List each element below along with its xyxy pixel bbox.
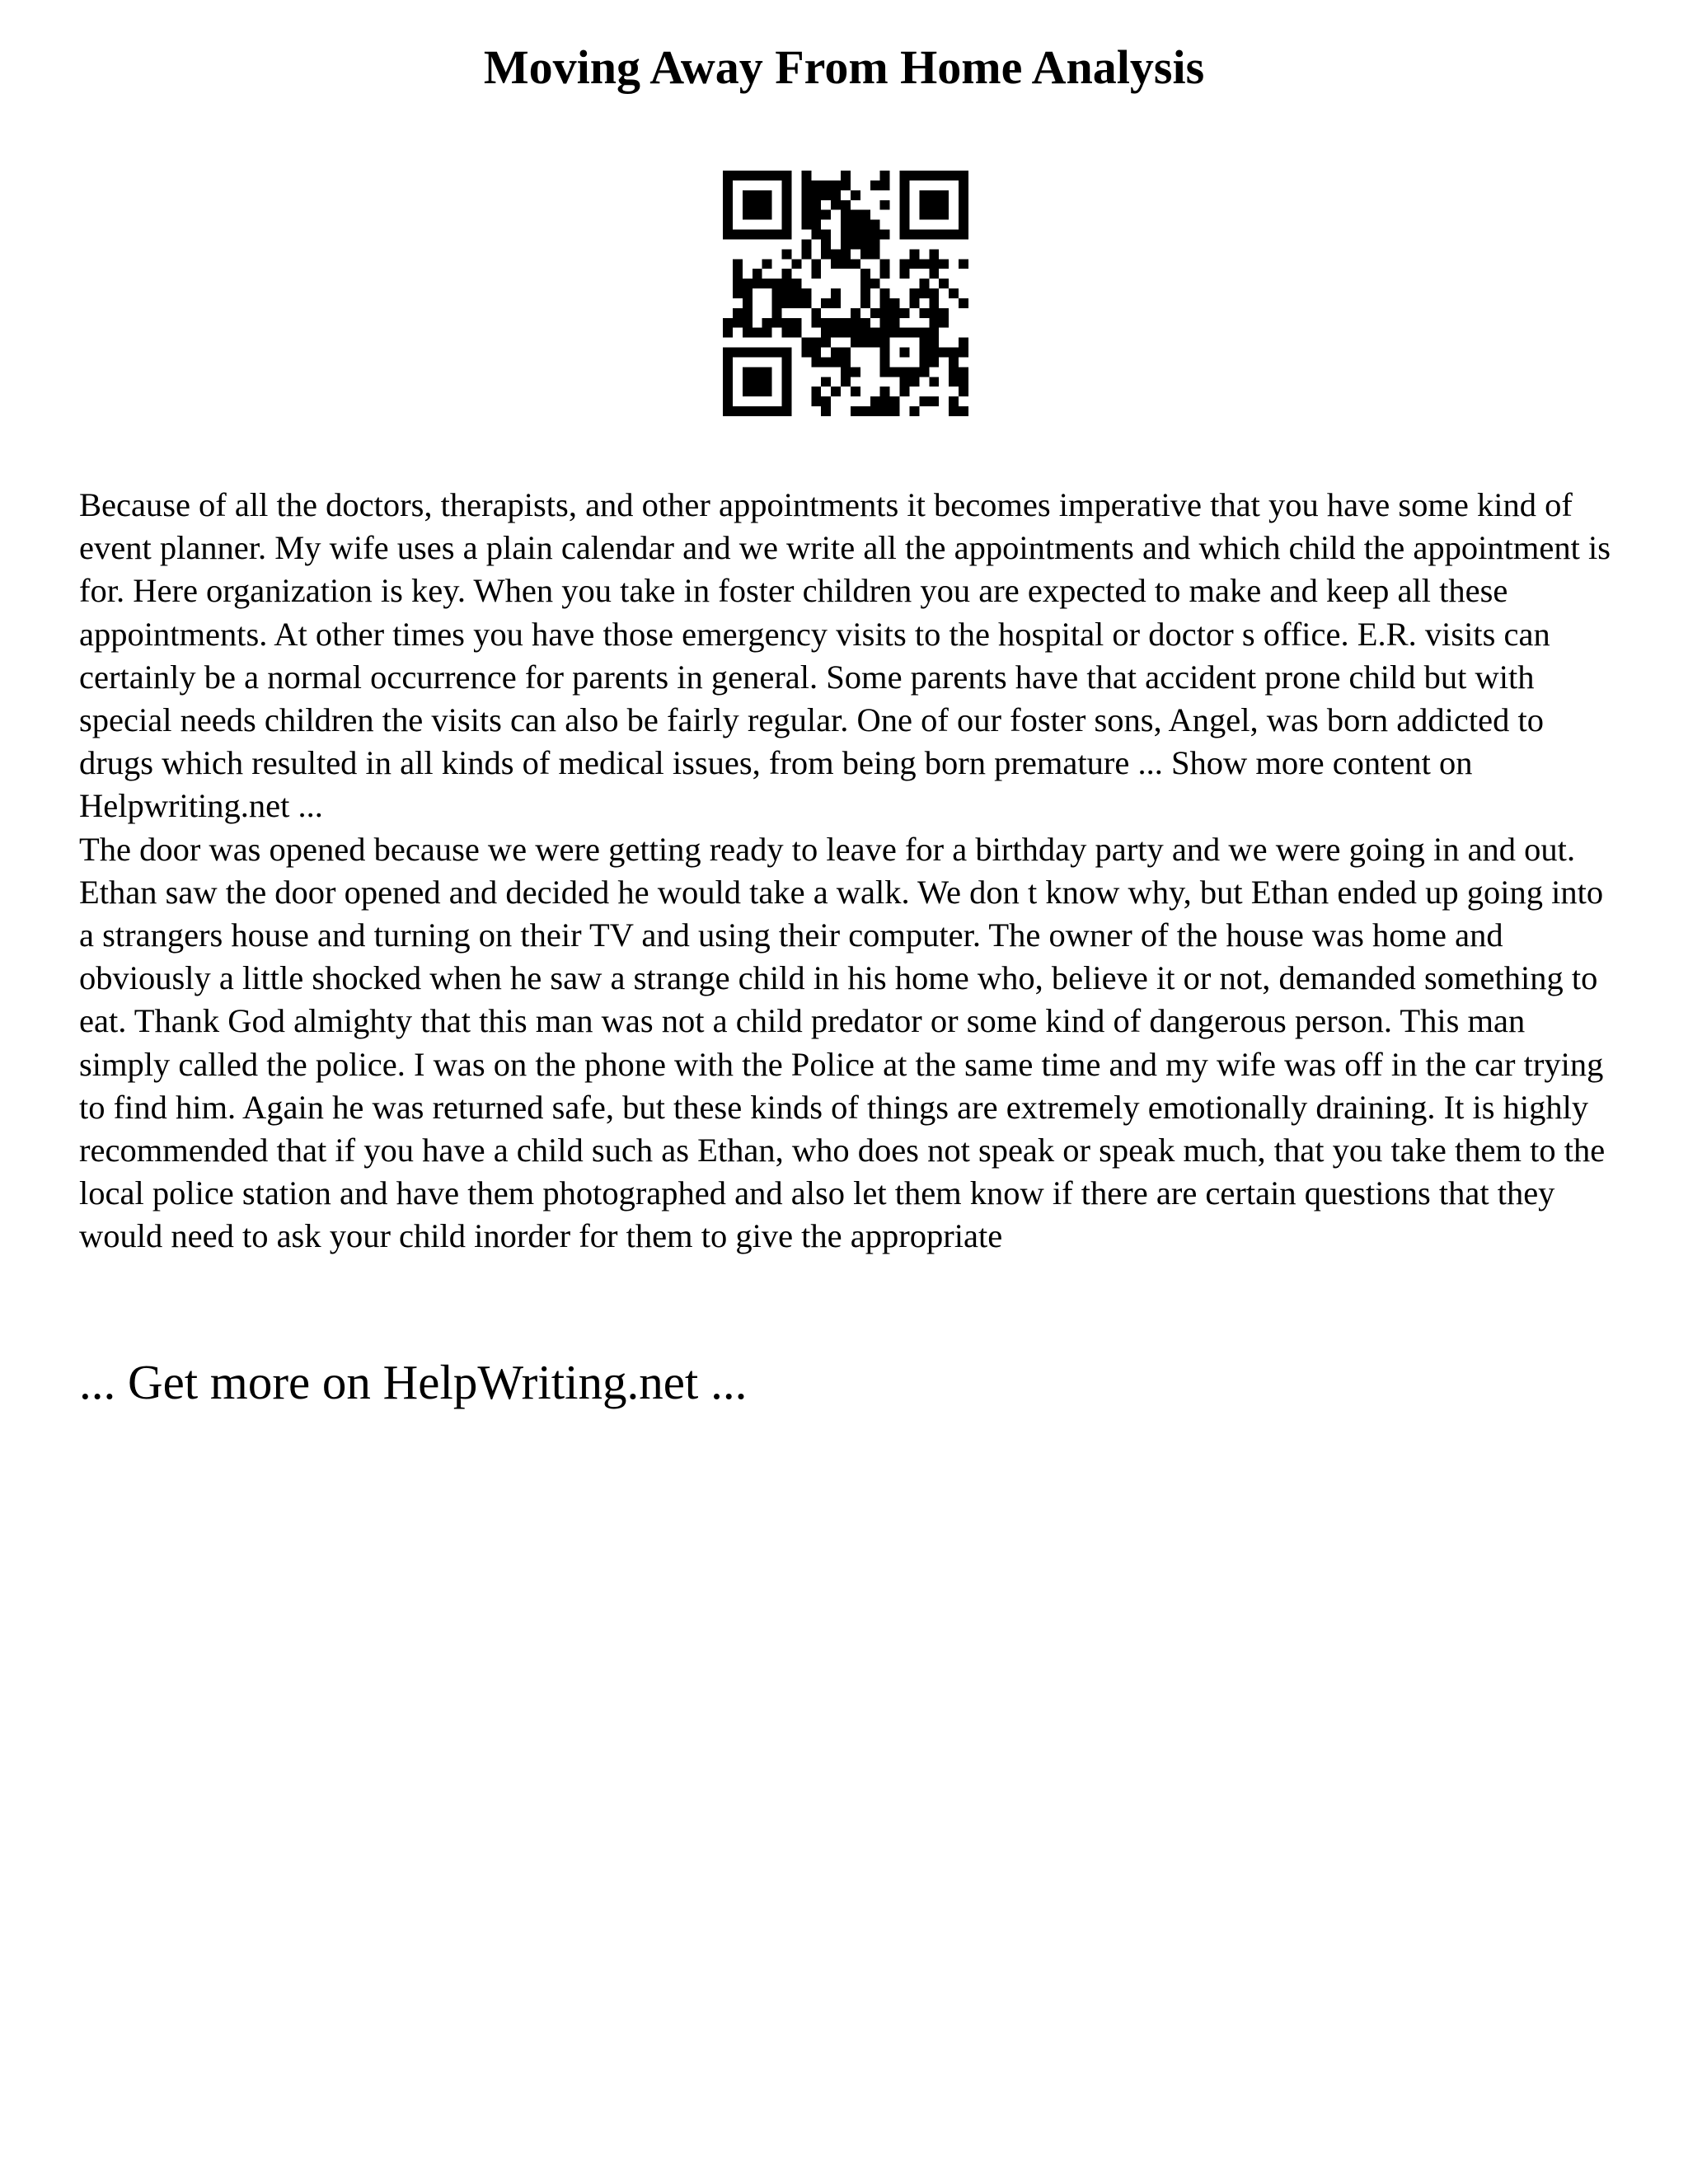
- paragraph-2: The door was opened because we were getting ready to leave for a birthday party and we were going in and out. Ethan saw the door opened and decided he would take a walk. We don t know why, but Ethan ended up going into a strangers house and turning on their TV and using their computer. The owner of the house was home and obviously a little shocked when he saw a strange child in his home who, believe it or not, demanded something to eat. Thank God almighty that this man was not a child predator or some kind of dangerous person. This man simply called the police. I was on the phone with the Police at the same time and my wife was off in the car trying to find him. Again he was returned safe, but these kinds of things are extremely emotionally draining. It is highly recommended that if you have a child such as Ethan, who does not speak or speak much, that you take them to the local police station and have them photographed and also let them know if there are certain questions that they would need to ask your child inorder for them to give the appropriate: [79, 830, 1606, 1255]
- paragraph-1: Because of all the doctors, therapists, and other appointments it becomes imperative that you have some kind of event planner. My wife uses a plain calendar and we write all the appointments and which child the appointment is for. Here organization is key. When you take in foster children you are expected to make and keep all these appointments. At other times you have those emergency visits to the hospital or doctor s office. E.R. visits can certainly be a normal occurrence for parents in general. Some parents have that accident prone child but with special needs children the visits can also be fairly regular. One of our foster sons, Angel, was born addicted to drugs which resulted in all kinds of medical issues, from being born premature ... Show more content on Helpwriting.net ...: [79, 486, 1611, 825]
- page-title: Moving Away From Home Analysis: [483, 40, 1205, 94]
- get-more-link[interactable]: ... Get more on HelpWriting.net ...: [79, 1355, 748, 1409]
- qr-code-icon: [723, 171, 968, 416]
- article-body: [79, 484, 1612, 1258]
- qr-modules: [723, 171, 968, 416]
- qr-code-graphic: [723, 171, 968, 416]
